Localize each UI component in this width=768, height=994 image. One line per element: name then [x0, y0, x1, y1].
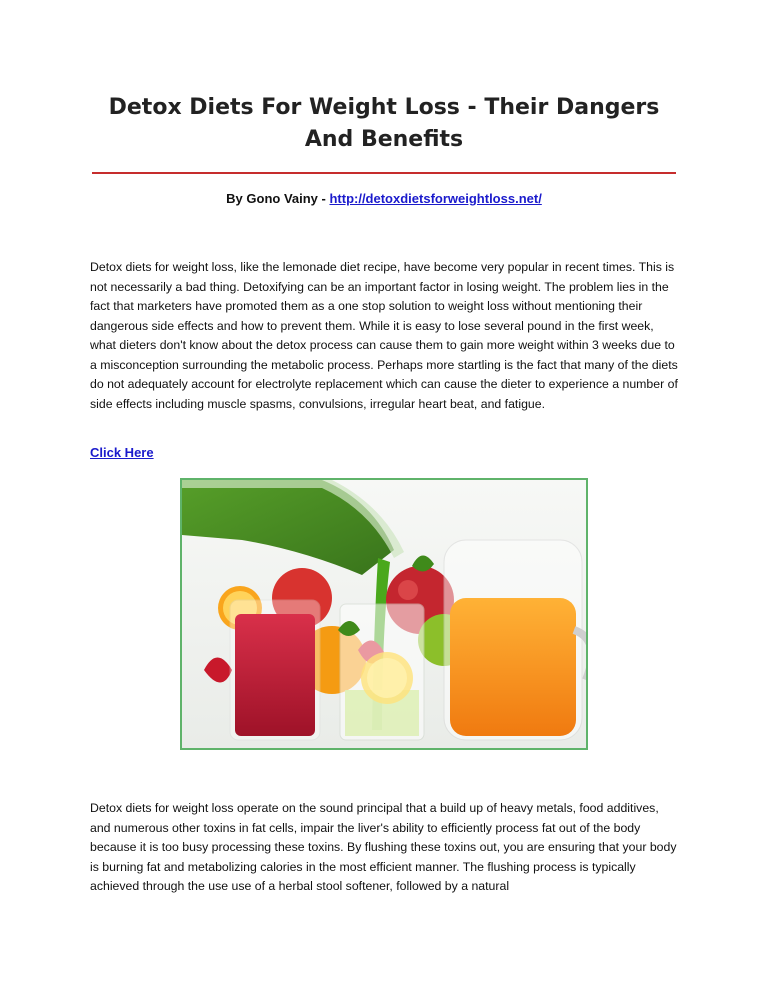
intro-paragraph: Detox diets for weight loss, like the lemonade diet recipe, have become very popular in recent times. This is not necessarily a bad thing. Detoxifying can be an important factor in losing weight. The problem lies in the fact that marketers have promoted them as a one stop solution to weight loss without mentioning their dangerous side effects and how to prevent them. While it is easy to lose several pound in the first week, what dieters don't know about the detox process can cause them to gain more weight within 3 weeks due to a misconception surrounding the metabolic process. Perhaps more startling is the fact that many of the diets do not adequately account for electrolyte replacement which can cause the dieter to experience a number of side effects including muscle spasms, convulsions, irregular heart beat, and fatigue. — [90, 260, 678, 411]
byline — [92, 191, 676, 206]
byline-author: By Gono Vainy - — [226, 191, 330, 206]
page-title: Detox Diets For Weight Loss - Their Dangers And Benefits — [108, 95, 660, 152]
byline-link[interactable]: http://detoxdietsforweightloss.net/ — [329, 191, 542, 206]
click-here-link[interactable]: Click Here — [90, 445, 154, 460]
title-divider — [92, 172, 676, 174]
detox-juice-photo — [180, 478, 588, 750]
juice-illustration — [182, 480, 586, 748]
body-paragraph: Detox diets for weight loss operate on the sound principal that a build up of heavy metals, food additives, and numerous other toxins in fat cells, impair the liver's ability to efficiently process fat out of the body because it is too busy processing these toxins. By flushing these toxins out, you are ensuring that your body is burning fat and metabolizing calories in the most efficient manner. The flushing process is typically achieved through the use use of a herbal stool softener, followed by a natural — [90, 801, 677, 893]
